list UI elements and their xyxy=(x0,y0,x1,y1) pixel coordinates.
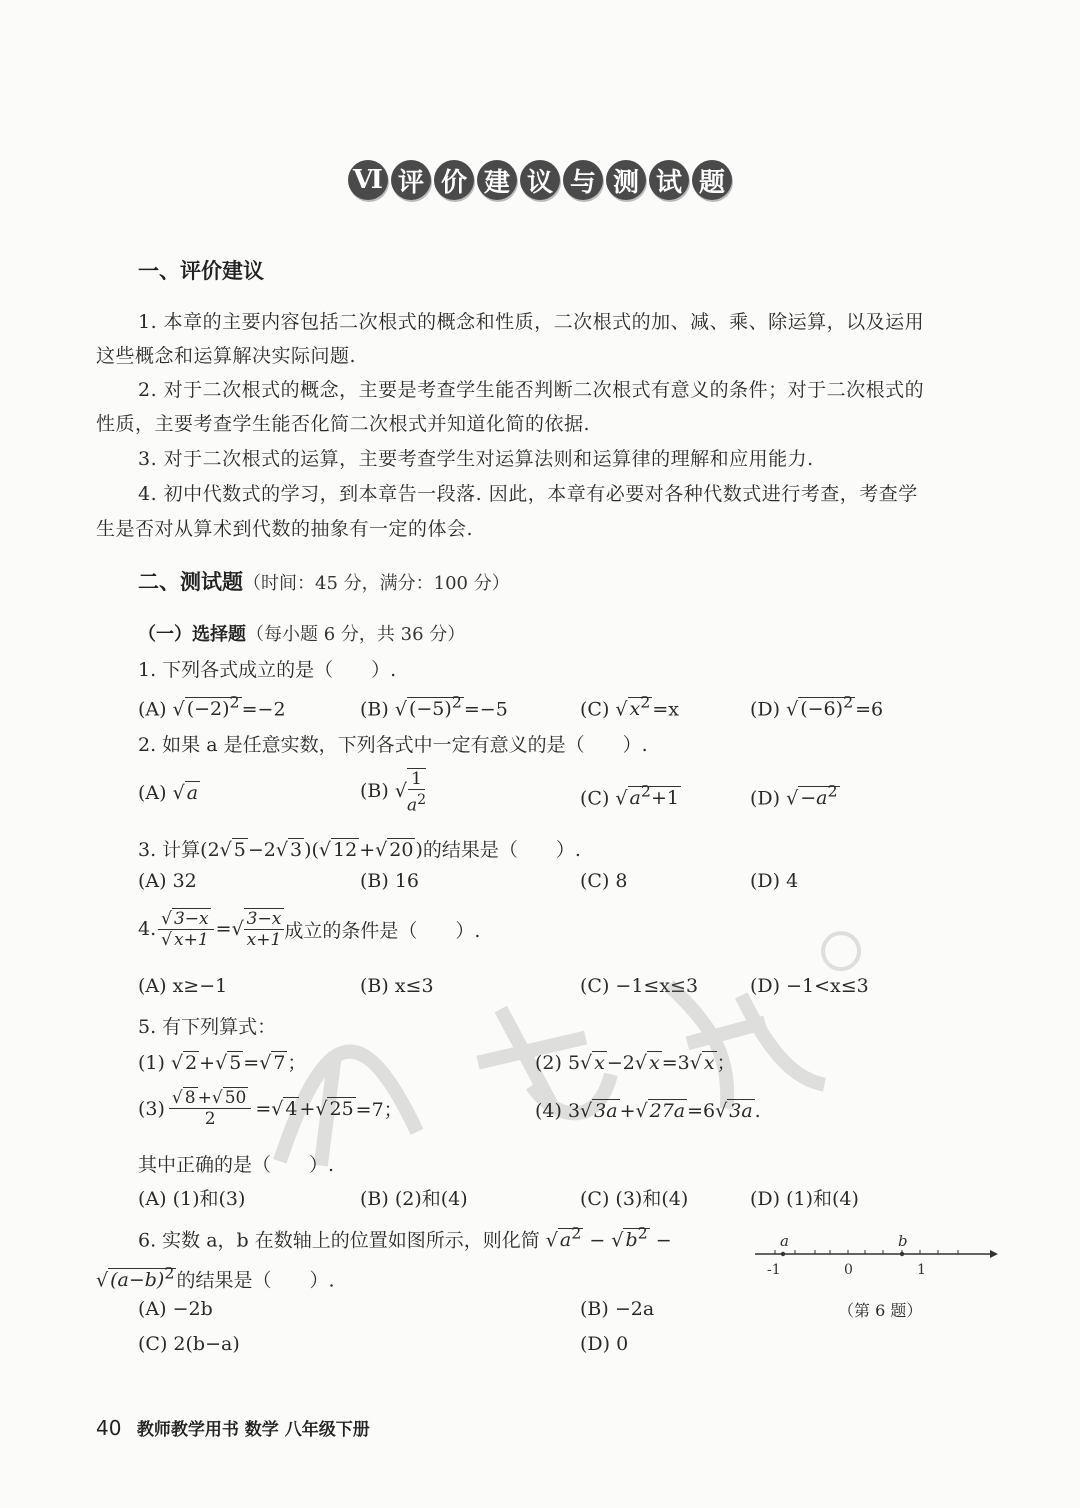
section2-heading: 二、测试题（时间：45 分，满分：100 分） xyxy=(138,570,510,594)
q1-stem: 1. 下列各式成立的是（ ）. xyxy=(138,659,397,681)
q5-option-b: (B) (2)和(4) xyxy=(360,1188,468,1210)
q1-option-c: (C) √ $x^2 =x$ xyxy=(580,693,679,721)
title-char: 建 xyxy=(477,160,517,200)
q3-option-c: (C) 8 xyxy=(580,870,628,892)
q5-stem: 5. 有下列算式： xyxy=(138,1016,277,1038)
chapter-title xyxy=(0,160,1080,200)
tick-label-1: 1 xyxy=(917,1262,926,1278)
q5-option-c: (C) (3)和(4) xyxy=(580,1188,689,1210)
paragraph-1a: 1. 本章的主要内容包括二次根式的概念和性质，二次根式的加、减、乘、除运算，以及运用 xyxy=(138,311,925,333)
q4-option-c: (C) −1≤x≤3 xyxy=(580,975,699,997)
q3-option-d: (D) 4 xyxy=(750,870,799,892)
title-char: 测 xyxy=(606,160,646,200)
q1-option-d: (D) √ $(-6)^2 =6$ xyxy=(750,693,884,721)
part1-heading: （一）选择题（每小题 6 分，共 36 分） xyxy=(138,624,466,645)
paragraph-1b: 这些概念和运算解决实际问题. xyxy=(96,345,357,367)
q5-expr-4: (4) 3√ 3a +√ 27a =6√ 3a . xyxy=(535,1100,761,1122)
title-char: 评 xyxy=(391,160,431,200)
title-char: 题 xyxy=(692,160,732,200)
q3-option-a: (A) 32 xyxy=(138,870,197,892)
q4-option-a: (A) x≥−1 xyxy=(138,975,228,997)
axis-label-b: b xyxy=(898,1232,908,1250)
q5-expr-2: (2) 5√ x −2√ x =3√ x ； xyxy=(535,1052,736,1074)
q1-option-a: (A) √ $(-2)^2 =-2$ xyxy=(138,693,286,721)
q5-expr-1: (1) √ 2 +√ 5 =√ 7 ； xyxy=(138,1052,307,1074)
q4-stem: 4. $\frac{√ 3-x}{√ x+1}$ = √ $\frac{3-x}{x+1}$ 成立的条件是（ ）. xyxy=(138,908,481,950)
q4-option-d: (D) −1<x≤3 xyxy=(750,975,869,997)
q5-which: 其中正确的是（ ）. xyxy=(138,1154,335,1176)
q2-option-c: (C) √ $a^2+1$ xyxy=(580,782,679,810)
q2-stem: 2. 如果 a 是任意实数，下列各式中一定有意义的是（ ）. xyxy=(138,734,648,756)
number-line-figure xyxy=(750,1230,1000,1285)
axis-label-a: a xyxy=(780,1232,789,1250)
paragraph-4b: 生是否对从算术到代数的抽象有一定的体会. xyxy=(96,518,474,540)
title-char: 与 xyxy=(563,160,603,200)
tick-label-minus1: -1 xyxy=(767,1262,781,1278)
paragraph-4a: 4. 初中代数式的学习，到本章告一段落. 因此，本章有必要对各种代数式进行考查，考查学 xyxy=(138,483,918,505)
q6-option-a: (A) −2b xyxy=(138,1298,213,1320)
q6-stem-line2: √ $(a-b)^2$ 的结果是（ ）. xyxy=(96,1264,335,1292)
q5-option-a: (A) (1)和(3) xyxy=(138,1188,246,1210)
paragraph-3: 3. 对于二次根式的运算，主要考查学生对运算法则和运算律的理解和应用能力. xyxy=(138,448,814,470)
page-footer xyxy=(96,1415,370,1440)
paragraph-2a: 2. 对于二次根式的概念，主要是考查学生能否判断二次根式有意义的条件；对于二次根式的 xyxy=(138,379,925,401)
q5-option-d: (D) (1)和(4) xyxy=(750,1188,859,1210)
tick-label-0: 0 xyxy=(844,1262,853,1278)
q6-stem-line1: 6. 实数 a，b 在数轴上的位置如图所示，则化简 √ $a^2$ − √ $b^2$ − xyxy=(138,1224,672,1252)
q6-option-b: (B) −2a xyxy=(580,1298,655,1320)
q6-option-c: (C) 2(b−a) xyxy=(138,1333,240,1355)
q5-expr-3: (3) $\frac{√ 8 +√ 50}{2}$ = √ 4 + √ 25 =7； xyxy=(138,1088,403,1129)
q2-option-d: (D) √ $-a^2$ xyxy=(750,782,838,810)
paragraph-2b: 性质，主要考查学生能否化简二次根式并知道化简的依据. xyxy=(96,413,591,435)
section1-heading: 一、评价建议 xyxy=(138,259,264,283)
q3-stem: 3. 计算(2√ 5 −2√ 3 )(√ 12 +√ 20 )的结果是（ ）. xyxy=(138,839,581,861)
q1-option-b: (B) √ $(-5)^2 =-5$ xyxy=(360,693,508,721)
figure-caption: （第 6 题） xyxy=(838,1301,923,1320)
q2-option-a: (A) √ a xyxy=(138,782,199,804)
q3-option-b: (B) 16 xyxy=(360,870,420,892)
title-char: 议 xyxy=(520,160,560,200)
title-char: 试 xyxy=(649,160,689,200)
title-char: Ⅵ xyxy=(348,160,388,200)
q6-option-d: (D) 0 xyxy=(580,1333,629,1355)
q2-option-b: (B) √ $\frac{1}{a^2}$ xyxy=(360,769,427,816)
page-number: 40 xyxy=(96,1416,122,1440)
book-title: 教师教学用书 数学 八年级下册 xyxy=(136,1420,370,1440)
q4-option-b: (B) x≤3 xyxy=(360,975,434,997)
title-char: 价 xyxy=(434,160,474,200)
